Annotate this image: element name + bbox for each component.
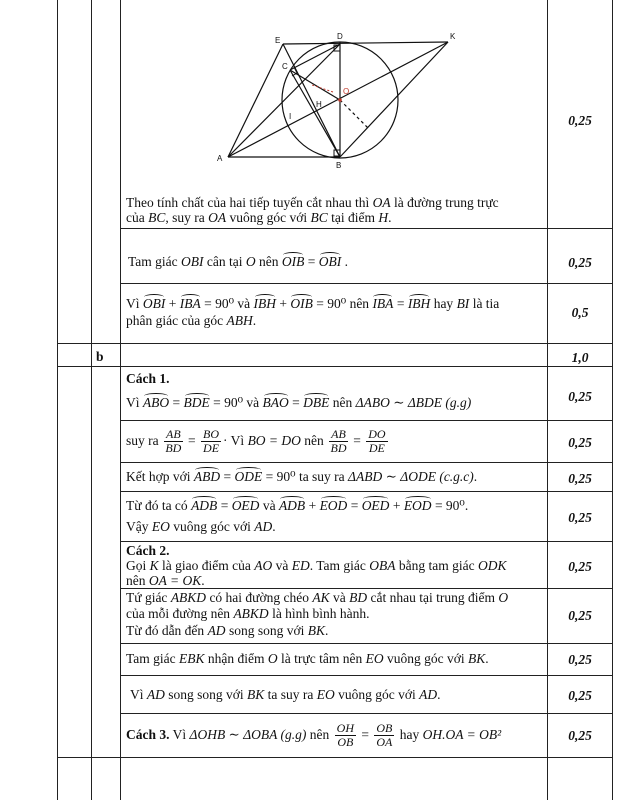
row3-line1: Vì OBI + IBA = 90⁰ và IBH + OIB = 90⁰ nên IBA = IBH hay BI là tia — [126, 296, 500, 311]
point-label-i: I — [289, 112, 292, 121]
row-divider — [120, 491, 612, 492]
row4-text: Vì ABO = BDE = 90⁰ và BAO = DBE nên ΔABO ∼ ΔBDE (g.g) — [126, 395, 472, 410]
row10-score: 0,25 — [568, 652, 592, 667]
row7-line1: Từ đó ta có ADB = OED và ADB + EOD = OED + EOD = 90⁰. — [126, 498, 469, 513]
row11-text: Vì AD song song với BK ta suy ra EO vuông góc với AD. — [130, 687, 441, 702]
point-label-d: D — [337, 32, 343, 41]
row7-score: 0,25 — [568, 510, 592, 525]
row-divider — [120, 713, 612, 714]
row1-line1: Theo tính chất của hai tiếp tuyến cắt nhau thì OA là đường trung trực — [126, 195, 499, 210]
row12-text: Cách 3. Vì ΔOHB ∼ ΔOBA (g.g) nên $\frac{OH}{OB}$ = $\frac{OB}{OA}$ hay OH.OA = OB² — [126, 721, 502, 750]
row2-score: 0,25 — [568, 255, 592, 270]
point-label-b: B — [336, 161, 342, 170]
part-b-label: b — [96, 349, 104, 364]
row9-line2: của mỗi đường nên ABKD là hình bình hành. — [126, 606, 370, 621]
row1-score: 0,25 — [568, 113, 592, 128]
row-divider — [120, 462, 612, 463]
row4-score: 0,25 — [568, 389, 592, 404]
row8-score: 0,25 — [568, 559, 592, 574]
row9-line3: Từ đó dẫn đến AD song song với BK. — [126, 623, 329, 638]
method2-heading: Cách 2. — [126, 543, 170, 558]
row-divider — [120, 228, 612, 229]
table-border-left — [57, 0, 58, 800]
row8-line2: nên OA = OK. — [126, 573, 205, 588]
row-divider-major — [57, 343, 612, 344]
row5-score: 0,25 — [568, 435, 592, 450]
row10-text: Tam giác EBK nhận điểm O là trực tâm nên EO vuông góc với BK. — [126, 651, 489, 666]
row-divider — [120, 283, 612, 284]
row2-text: Tam giác OBI cân tại O nên OIB = OBI . — [128, 254, 349, 269]
point-label-o: O — [343, 87, 350, 96]
row7-line2: Vậy EO vuông góc với AD. — [126, 519, 276, 534]
point-label-e: E — [275, 36, 281, 45]
row3-line2: phân giác của góc ABH. — [126, 313, 257, 328]
row-divider — [120, 643, 612, 644]
row-divider — [120, 588, 612, 589]
method1-heading: Cách 1. — [126, 371, 170, 386]
row11-score: 0,25 — [568, 688, 592, 703]
part-b-score: 1,0 — [571, 350, 589, 365]
row1-line2: của BC, suy ra OA vuông góc với BC tại điểm H. — [126, 210, 392, 225]
row-divider — [120, 420, 612, 421]
method3-heading: Cách 3. — [126, 727, 170, 742]
point-label-k: K — [450, 32, 456, 41]
row-divider — [120, 675, 612, 676]
table-border-bottom — [57, 757, 612, 758]
row3-score: 0,5 — [571, 305, 589, 320]
row-divider-major — [57, 366, 612, 367]
col-divider-content — [120, 0, 121, 800]
row12-score: 0,25 — [568, 728, 592, 743]
row9-score: 0,25 — [568, 608, 592, 623]
point-label-c: C — [282, 62, 288, 71]
row-divider — [120, 541, 612, 542]
row5-text: suy ra $\frac{AB}{BD}$ = $\frac{BO}{DE}$ · Vì BO = DO nên $\frac{AB}{BD}$ = $\frac{DO}{DE}$ — [126, 427, 386, 456]
row8-line1: Gọi K là giao điểm của AO và ED. Tam giác OBA bằng tam giác ODK — [126, 558, 507, 573]
point-label-a: A — [217, 154, 223, 163]
row9-line1: Tứ giác ABKD có hai đường chéo AK và BD cắt nhau tại trung điểm O — [126, 590, 509, 605]
geometry-figure — [205, 25, 485, 175]
col-divider-part — [91, 0, 92, 800]
row6-text: Kết hợp với ABD = ODE = 90⁰ ta suy ra ΔABD ∼ ΔODE (c.g.c). — [126, 469, 478, 484]
row6-score: 0,25 — [568, 471, 592, 486]
point-label-h: H — [316, 100, 322, 109]
